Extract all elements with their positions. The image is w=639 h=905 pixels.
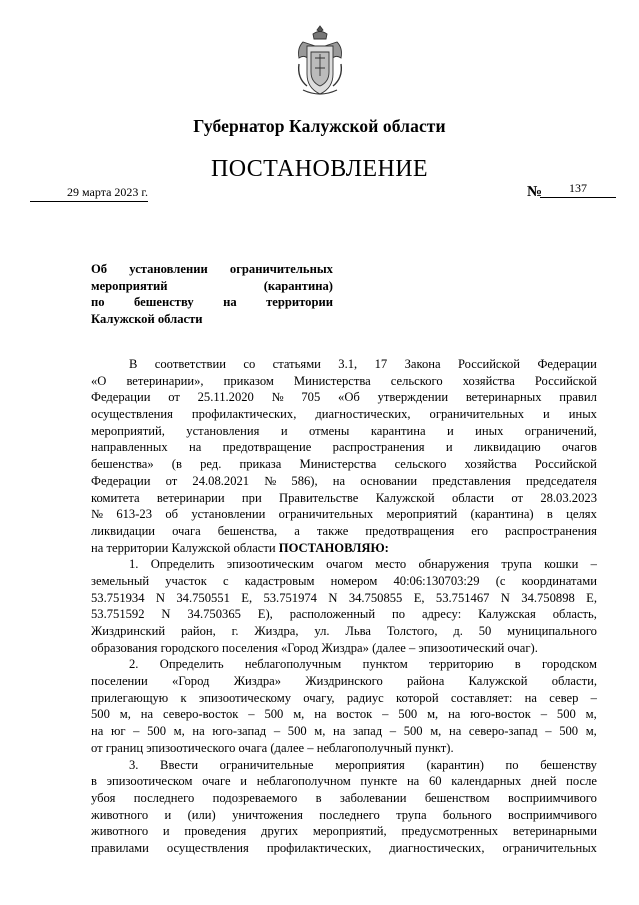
word: 53.751592 xyxy=(91,607,145,622)
word: 53.751934 xyxy=(91,590,145,605)
body-line xyxy=(91,656,597,673)
word: E, xyxy=(413,590,425,605)
word: Министерства xyxy=(293,373,371,388)
word: его xyxy=(471,523,489,538)
word: 17 xyxy=(374,357,388,371)
word: на xyxy=(189,440,202,455)
word: северо-восток xyxy=(162,707,239,722)
word: пункте xyxy=(360,774,398,789)
word: в xyxy=(91,774,97,789)
word: ветеринарных xyxy=(465,390,542,405)
word: об xyxy=(165,507,179,522)
word: восприимчивого xyxy=(508,807,597,822)
word: кадастровым xyxy=(244,573,315,588)
word: Российской xyxy=(457,357,521,371)
word: 1. xyxy=(129,557,139,572)
word: Российской xyxy=(534,457,597,472)
body-line xyxy=(91,573,597,590)
line-text: от границ эпизоотического очага (далее – неблагополучный пункт). xyxy=(91,740,454,755)
word: на xyxy=(223,295,237,310)
word: N xyxy=(161,607,171,622)
word: 53.751974 xyxy=(263,590,317,605)
word: очаге xyxy=(202,774,231,789)
word: с xyxy=(222,573,229,588)
word: района xyxy=(407,674,445,689)
word: животного xyxy=(91,824,149,839)
word: после xyxy=(566,774,597,789)
body-line xyxy=(91,740,597,757)
word: эпизоотическому xyxy=(198,690,291,705)
word: ограничительных xyxy=(429,407,525,422)
body-line xyxy=(91,406,597,423)
word: N xyxy=(328,590,338,605)
word: Льва xyxy=(345,624,371,638)
word: 34.750551 xyxy=(176,590,230,605)
word: на xyxy=(140,707,154,722)
word: обнаружения xyxy=(418,557,490,572)
word: на xyxy=(91,724,104,739)
word: Определить xyxy=(159,657,224,672)
word: E, xyxy=(586,590,597,605)
word: приказом xyxy=(223,373,274,388)
word: N xyxy=(155,590,165,605)
word: 3. xyxy=(129,757,139,772)
word: на xyxy=(332,473,346,488)
line-text: на территории Калужской области xyxy=(91,540,279,555)
word: муниципального xyxy=(507,624,597,638)
word: восток xyxy=(336,707,373,722)
word: на xyxy=(333,724,346,739)
word: E), xyxy=(257,607,273,622)
word: – xyxy=(590,557,597,572)
word: 500 xyxy=(398,707,418,722)
word: Жиздра» xyxy=(233,674,282,689)
word: бешенством xyxy=(424,790,490,805)
word: в xyxy=(514,657,521,672)
word: – xyxy=(545,724,552,739)
word: ул. xyxy=(314,624,330,638)
body-line xyxy=(91,590,597,607)
word: по xyxy=(392,607,406,622)
word: В xyxy=(129,357,138,371)
body-line xyxy=(91,706,597,723)
word: – xyxy=(273,724,281,739)
word: ограничительных xyxy=(278,507,374,522)
word: д. xyxy=(453,624,463,638)
word: Ввести xyxy=(160,757,199,772)
word: на xyxy=(314,707,327,722)
word: м, xyxy=(314,724,326,739)
word: на xyxy=(448,707,461,722)
word: м, xyxy=(173,724,185,739)
word: 500 xyxy=(559,724,579,739)
word: председателя xyxy=(526,473,597,488)
document-subject xyxy=(91,261,333,328)
word: трупа xyxy=(501,557,532,572)
word: юг xyxy=(110,724,126,739)
word: Калужской xyxy=(375,490,435,505)
subject-line xyxy=(91,261,333,278)
word: юго-восток xyxy=(470,707,531,722)
word: животного xyxy=(91,807,149,822)
word: Министерства xyxy=(299,457,377,472)
body-line xyxy=(91,456,597,473)
body-line xyxy=(91,673,597,690)
word: комитета xyxy=(91,490,140,505)
word: на xyxy=(406,774,420,789)
body-line xyxy=(91,773,597,790)
word: 705 xyxy=(301,390,321,405)
word: 50 xyxy=(478,624,492,638)
word: северо-запад xyxy=(468,724,538,739)
word: установления xyxy=(186,423,260,438)
word: больного xyxy=(442,807,492,822)
word: N xyxy=(500,590,510,605)
word: место xyxy=(375,557,407,572)
word: Жиздринского xyxy=(305,674,383,689)
word: карантина xyxy=(370,423,426,438)
word: городском xyxy=(542,657,597,672)
word: «О xyxy=(91,373,107,388)
word: 613-23 xyxy=(116,507,153,522)
word: утверждении xyxy=(377,390,449,405)
word: диагностических, xyxy=(315,407,411,422)
body-line xyxy=(91,373,597,390)
word: в xyxy=(315,790,322,805)
word: 500 xyxy=(147,724,166,739)
word: от xyxy=(168,390,180,405)
body-line xyxy=(91,439,597,456)
word: области, xyxy=(551,674,597,689)
resolution-keyword: ПОСТАНОВЛЯЮ: xyxy=(278,540,389,555)
word: 500 xyxy=(91,707,110,722)
word: представления xyxy=(432,473,511,488)
word: последнего xyxy=(319,807,380,822)
word: № xyxy=(271,390,284,405)
word: Правительстве xyxy=(279,490,359,505)
word: установлении xyxy=(129,262,208,276)
word: Жиздра, xyxy=(254,624,299,638)
word: очагу, xyxy=(303,690,335,705)
word: проведения xyxy=(184,824,247,839)
word: Калужская xyxy=(478,607,536,622)
body-line xyxy=(91,389,597,406)
body-line xyxy=(91,356,597,373)
word: правилами xyxy=(91,840,149,855)
word: – xyxy=(540,707,548,722)
word: предотвращение xyxy=(222,440,312,455)
word: приказа xyxy=(239,457,282,472)
word: 500 xyxy=(287,724,307,739)
word: и xyxy=(280,423,288,438)
body-line xyxy=(91,690,597,707)
word: прилегающую xyxy=(91,690,169,705)
word: целях xyxy=(566,507,597,522)
body-line xyxy=(91,523,597,540)
body-line xyxy=(91,540,597,557)
word: на xyxy=(448,724,462,739)
word: 34.750898 xyxy=(521,590,575,605)
word: иных xyxy=(568,407,597,422)
word: (карантина) xyxy=(263,278,333,293)
word: (с xyxy=(495,573,506,588)
document-type-title: ПОСТАНОВЛЕНИЕ xyxy=(211,156,428,182)
word: м, xyxy=(427,707,439,722)
word: «Об xyxy=(338,390,360,405)
word: очагом xyxy=(326,557,363,572)
word: Определить xyxy=(150,557,215,572)
word: дней xyxy=(530,774,557,789)
word: Российской xyxy=(534,373,597,388)
word: которой xyxy=(396,690,439,705)
word: а xyxy=(294,523,300,538)
body-line xyxy=(91,823,597,840)
word: диагностических, xyxy=(389,840,485,855)
line-text: образования городского поселения «Город Жиздра» (далее – эпизоотический очаг). xyxy=(91,640,538,655)
word: осуществления xyxy=(166,840,249,855)
word: от xyxy=(511,490,523,505)
word: ограничительных xyxy=(502,840,597,855)
word: правил xyxy=(559,390,597,405)
word: м, xyxy=(293,707,305,722)
word: – xyxy=(389,724,397,739)
body-line xyxy=(91,490,597,507)
document-number: 137 xyxy=(540,181,616,198)
document-date: 29 марта 2023 г. xyxy=(30,185,148,202)
word: Об xyxy=(91,262,108,276)
word: хозяйства xyxy=(462,373,515,388)
word: 3.1, xyxy=(338,357,358,371)
word: бешенства, xyxy=(217,523,278,538)
body-line xyxy=(91,506,597,523)
body-line xyxy=(91,790,597,807)
word: при xyxy=(241,490,262,505)
line-text: Калужской области xyxy=(91,312,203,327)
word: мероприятий xyxy=(386,507,458,522)
word: юго-запад xyxy=(212,724,267,739)
word: и xyxy=(446,423,454,438)
word: распространения xyxy=(505,523,597,538)
word: Жиздринский xyxy=(91,624,166,638)
word: – xyxy=(248,707,255,722)
word: ред. xyxy=(200,457,222,472)
word: ликвидацию xyxy=(473,440,541,455)
word: (в xyxy=(171,457,182,472)
word: со xyxy=(243,357,256,371)
body-line xyxy=(91,723,597,740)
word: направленных xyxy=(91,440,168,455)
word: – xyxy=(382,707,389,722)
body-line xyxy=(91,606,597,623)
word: уничтожения xyxy=(232,807,303,822)
document-body xyxy=(91,356,597,857)
word: восприимчивого xyxy=(508,790,597,805)
word: области xyxy=(451,490,495,505)
word: м, xyxy=(585,724,597,739)
word: территории xyxy=(266,295,333,310)
issuing-authority: Губернатор Калужской области xyxy=(193,116,446,136)
word: календарных xyxy=(451,774,522,789)
word: 40:06:130703:29 xyxy=(393,573,480,588)
word: м, xyxy=(430,724,442,739)
word: также xyxy=(316,523,349,538)
word: очагов xyxy=(561,440,597,455)
word: предусмотренных xyxy=(401,824,499,839)
subject-line xyxy=(91,311,333,328)
word: распространения xyxy=(332,440,425,455)
word: север xyxy=(549,690,579,705)
body-line xyxy=(91,623,597,640)
body-line xyxy=(91,473,597,490)
word: к xyxy=(180,690,187,705)
word: поселении xyxy=(91,674,148,689)
subject-line xyxy=(91,278,333,295)
word: бешенству xyxy=(134,295,194,310)
word: Толстого, xyxy=(386,624,438,638)
word: запад xyxy=(353,724,383,739)
body-line xyxy=(91,423,597,440)
word: предотвращения xyxy=(365,523,455,538)
word: от xyxy=(165,473,178,488)
word: ветеринарными xyxy=(512,824,597,839)
word: бешенства» xyxy=(91,457,154,472)
word: район, xyxy=(180,624,216,638)
word: и xyxy=(543,407,550,422)
word: статьями xyxy=(272,357,321,371)
word: 500 xyxy=(264,707,284,722)
word: м, xyxy=(119,707,131,722)
word: Федерации xyxy=(537,357,597,371)
word: (карантина) xyxy=(470,507,534,522)
word: Федерации xyxy=(91,390,151,405)
word: E, xyxy=(241,590,253,605)
word: в xyxy=(546,507,553,522)
word: территорию xyxy=(428,657,494,672)
word: эпизоотическим xyxy=(226,557,314,572)
word: и xyxy=(240,774,248,789)
word: г. xyxy=(231,624,239,638)
body-line xyxy=(91,757,597,774)
word: адресу: xyxy=(421,607,462,622)
word: Калужской xyxy=(468,674,528,689)
word: других xyxy=(261,824,299,839)
word: область, xyxy=(552,607,597,622)
word: 25.11.2020 xyxy=(197,390,254,405)
word: подозреваемого xyxy=(212,790,298,805)
word: 53.751467 xyxy=(435,590,490,605)
word: пунктом xyxy=(362,657,408,672)
word: бешенству xyxy=(540,757,597,772)
word: «Город xyxy=(172,674,210,689)
word: ликвидации xyxy=(91,523,156,538)
word: 60 xyxy=(428,774,442,789)
word: хозяйства xyxy=(464,457,517,472)
word: трупа xyxy=(396,807,427,822)
word: расположенный xyxy=(289,607,376,622)
word: очага xyxy=(172,523,201,538)
word: неблагополучным xyxy=(244,657,342,672)
word: и xyxy=(162,824,170,839)
word: – xyxy=(590,690,597,705)
word: убоя xyxy=(91,790,116,805)
word: 586), xyxy=(291,473,318,488)
word: 28.03.2023 xyxy=(540,490,597,505)
body-line xyxy=(91,556,597,573)
word: кошки xyxy=(544,557,579,572)
word: отмены xyxy=(308,423,350,438)
word: земельный xyxy=(91,573,150,588)
coat-of-arms-emblem xyxy=(293,24,347,98)
word: профилактических, xyxy=(191,407,297,422)
word: радиус xyxy=(346,690,384,705)
word: эпизоотическом xyxy=(106,774,193,789)
subject-line xyxy=(91,294,333,311)
document-number-label: № xyxy=(527,184,543,200)
word: мероприятий xyxy=(91,278,168,293)
word: (карантин) xyxy=(426,757,484,772)
word: мероприятий, xyxy=(312,824,387,839)
word: Закона xyxy=(404,357,441,371)
word: осуществления xyxy=(91,407,173,422)
word: 500 xyxy=(403,724,423,739)
word: ограничений, xyxy=(524,423,597,438)
word: иных xyxy=(475,423,504,438)
word: основании xyxy=(360,473,418,488)
word: № xyxy=(264,473,277,488)
body-line xyxy=(91,840,597,857)
word: и xyxy=(164,807,172,822)
word: номером xyxy=(330,573,378,588)
word: участок xyxy=(165,573,207,588)
word: заболевании xyxy=(339,790,407,805)
word: мероприятия xyxy=(335,757,405,772)
word: и xyxy=(445,440,453,455)
word: ветеринарии xyxy=(156,490,225,505)
word: составляет: xyxy=(450,690,513,705)
word: по xyxy=(505,757,519,772)
word: ветеринарии», xyxy=(126,373,204,388)
body-line xyxy=(91,640,597,657)
word: 24.08.2021 xyxy=(192,473,250,488)
word: соответствии xyxy=(154,357,226,371)
word: неблагополучном xyxy=(256,774,351,789)
word: на xyxy=(524,690,537,705)
word: 34.750855 xyxy=(348,590,403,605)
word: сельского xyxy=(390,373,443,388)
word: профилактических, xyxy=(266,840,372,855)
word: координатами xyxy=(521,573,597,588)
word: (или) xyxy=(187,807,216,822)
word: 34.750365 xyxy=(187,607,241,622)
word: м, xyxy=(585,707,597,722)
word: установлении xyxy=(191,507,266,522)
word: 500 xyxy=(556,707,576,722)
word: – xyxy=(133,724,140,739)
word: сельского xyxy=(394,457,447,472)
word: Федерации xyxy=(91,473,151,488)
word: мероприятий, xyxy=(91,423,165,438)
word: ограничительных xyxy=(229,262,333,276)
word: по xyxy=(91,295,105,310)
word: № xyxy=(91,507,104,522)
word: ограничительные xyxy=(219,757,314,772)
word: 2. xyxy=(129,657,139,672)
word: последнего xyxy=(133,790,195,805)
word: на xyxy=(192,724,205,739)
body-line xyxy=(91,807,597,824)
